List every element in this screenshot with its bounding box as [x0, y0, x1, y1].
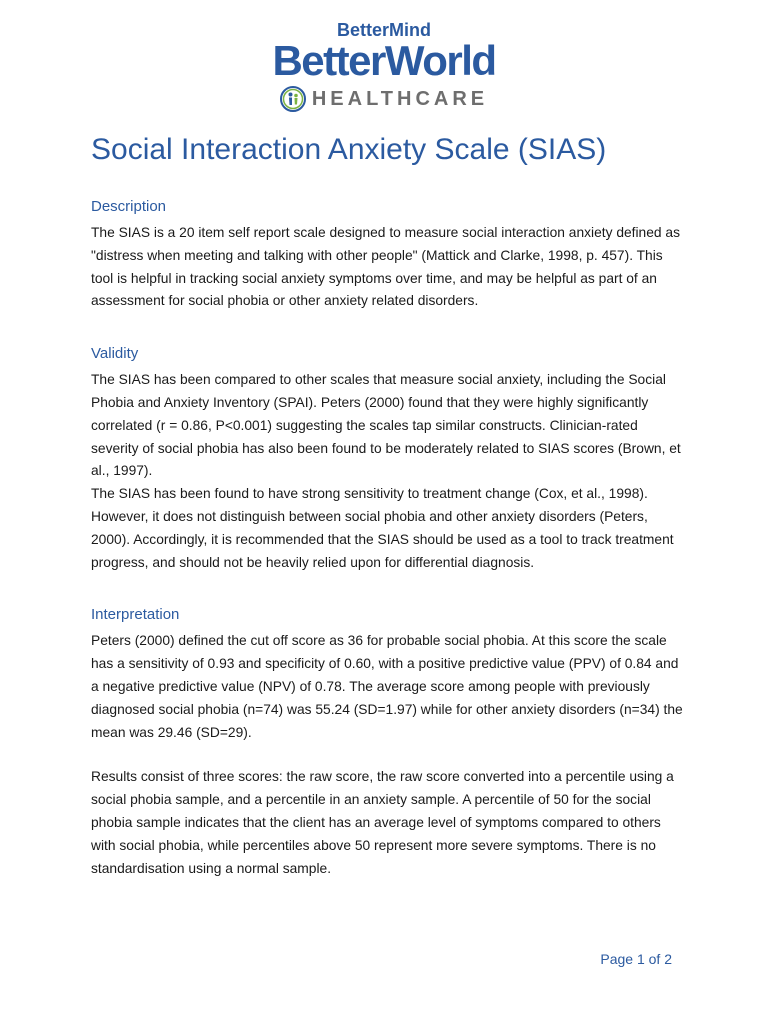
section-heading-description: Description — [91, 198, 167, 215]
page-title: Social Interaction Anxiety Scale (SIAS) — [91, 133, 607, 166]
interpretation-paragraph-2: Results consist of three scores: the raw score, the raw score converted into a percentile using a social phobia sample, and a percentile in an anxiety sample. A percentile of 50 for the social phobia sample indicates that the client has an average level of symptoms compared to others with social phobia, while percentiles above 50 represent more severe symptoms. There is no standardisation using a normal sample. — [91, 769, 674, 876]
section-heading-validity: Validity — [91, 345, 139, 363]
logo-top-text: BetterMind — [337, 20, 431, 40]
section-heading-interpretation: Interpretation — [91, 606, 180, 624]
validity-paragraph-2: The SIAS has been found to have strong sensitivity to treatment change (Cox, et al., 1998). However, it does not distinguish between social phobia and other anxiety disorders (Peters, 2000). Accordingly, it is recommended that the SIAS should be used as a tool to track treatment progress, and should not be heavily relied upon for differential diagnosis. — [91, 486, 674, 570]
interpretation-paragraph-1: Peters (2000) defined the cut off score as 36 for probable social phobia. At this score the scale has a sensitivity of 0.93 and specificity of 0.60, with a positive predictive value (PPV) of 0.84 and a negative predictive value (NPV) of 0.78. The average score among people with previously diagnosed social phobia (n=74) was 55.24 (SD=1.97) while for other anxiety disorders (n=34) the mean was 29.46 (SD=29). — [91, 633, 683, 740]
logo-sub-text: HEALTHCARE — [311, 88, 489, 110]
logo-sub-row — [0, 84, 768, 114]
page-number: Page 1 of 2 — [600, 951, 672, 967]
healthcare-emblem-icon — [280, 86, 306, 112]
brand-logo — [0, 18, 768, 114]
validity-paragraph-1: The SIAS has been compared to other scales that measure social anxiety, including the Social Phobia and Anxiety Inventory (SPAI). Peters (2000) found that they were highly significantly correlated (r = 0.86, P<0.001) suggesting the scales tap similar constructs. Clinician-rated severity of social phobia has also been found to be moderately related to SIAS scores (Brown, et al., 1997). — [91, 372, 681, 479]
logo-main-text: BetterWorld — [272, 37, 496, 84]
document-body — [91, 128, 683, 880]
description-paragraph: The SIAS is a 20 item self report scale designed to measure social interaction anxiety defined as "distress when meeting and talking with other people" (Mattick and Clarke, 1998, p. 457). This tool is helpful in tracking social anxiety symptoms over time, and may be helpful as part of an assessment for social phobia or other anxiety related disorders. — [91, 225, 680, 309]
